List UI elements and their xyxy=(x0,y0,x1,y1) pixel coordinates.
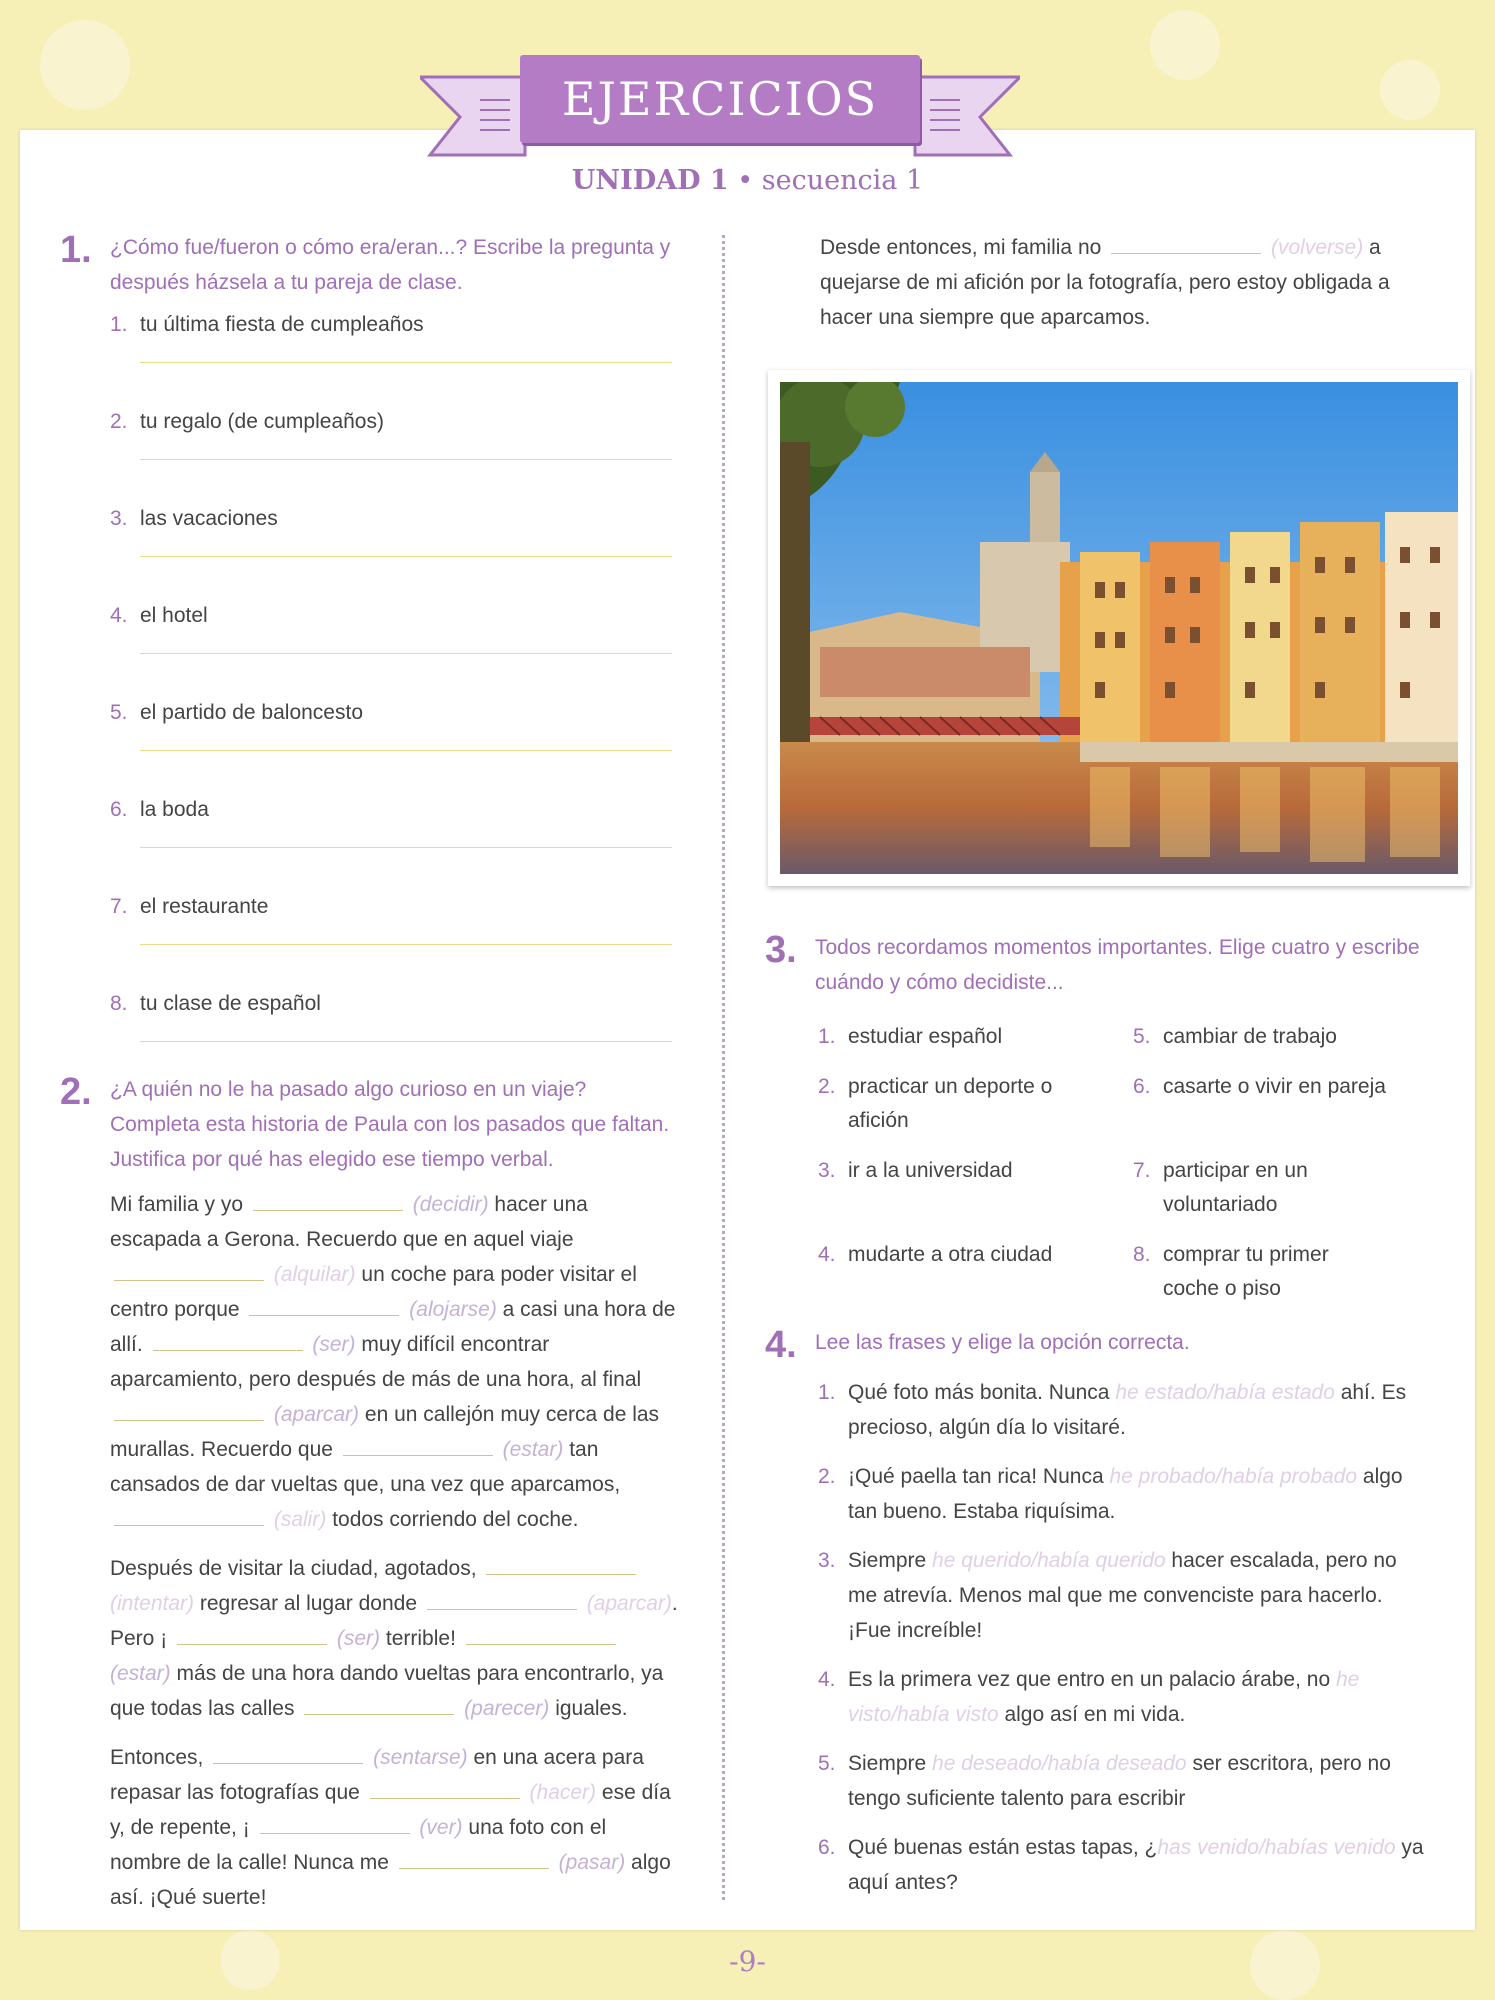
item-text: mudarte a otra ciudad xyxy=(848,1243,1053,1266)
sentence-end: algo tan bueno. Estaba riquísima. xyxy=(848,1465,1403,1523)
exercise-number: 1. xyxy=(60,229,92,271)
item-text: estudiar español xyxy=(848,1025,1003,1048)
option-choice[interactable]: he visto/había visto xyxy=(848,1668,1360,1726)
verb-hint: (parecer) xyxy=(464,1697,550,1720)
item-number: 3. xyxy=(110,507,128,530)
option-choice[interactable]: has venido/habías venido xyxy=(1157,1836,1396,1859)
item-text: el partido de baloncesto xyxy=(140,701,363,724)
item-number: 4. xyxy=(818,1243,836,1266)
story-continuation xyxy=(820,230,1425,335)
verb-hint: (aparcar) xyxy=(273,1403,360,1426)
item-text: casarte o vivir en pareja xyxy=(1163,1075,1386,1098)
answer-line[interactable] xyxy=(140,340,672,363)
story-text-span: un coche para poder visitar el centro porque xyxy=(110,1263,637,1321)
list-item xyxy=(110,989,680,1019)
item-number: 1. xyxy=(110,313,128,336)
verb-hint: (ver) xyxy=(419,1816,463,1839)
item-text: la boda xyxy=(140,798,209,821)
verb-hint: (alquilar) xyxy=(273,1263,356,1286)
answer-line[interactable] xyxy=(140,534,672,557)
item-text: ir a la universidad xyxy=(848,1159,1013,1182)
exercise-instruction: Lee las frases y elige la opción correcta. xyxy=(815,1331,1190,1354)
item-number: 7. xyxy=(110,895,128,918)
exercise-instruction: ¿Cómo fue/fueron o cómo era/eran...? Escribe la pregunta y después házsela a tu pareja de clase. xyxy=(110,236,671,294)
answer-line[interactable] xyxy=(140,631,672,654)
item-number: 5. xyxy=(818,1752,836,1775)
list-item xyxy=(818,1662,1425,1732)
exercise-2-header xyxy=(60,1072,680,1177)
item-number: 5. xyxy=(1133,1025,1151,1048)
story-text-span: en un callejón muy cerca de las murallas. xyxy=(110,1403,660,1461)
list-item xyxy=(818,1020,1133,1054)
item-text: tu última fiesta de cumpleaños xyxy=(140,313,424,336)
answer-line[interactable] xyxy=(140,1019,672,1042)
verb-hint: (ser) xyxy=(312,1333,356,1356)
exercise-4-header xyxy=(765,1325,1425,1365)
list-item xyxy=(1133,1154,1433,1222)
story-text-span: en una acera para repasar las fotografías que xyxy=(110,1746,644,1804)
blank-field[interactable] xyxy=(114,1419,264,1421)
answer-line[interactable] xyxy=(140,728,672,751)
right-column xyxy=(765,230,1425,335)
sentence-end: ser escritora, pero no tengo suficiente talento para escribir xyxy=(848,1752,1391,1810)
list-item xyxy=(818,1070,1133,1138)
exercise-3-items xyxy=(818,1020,1425,1322)
story-text-span: muy difícil encontrar aparcamiento, pero después de más de una hora, al final xyxy=(110,1333,642,1391)
list-item xyxy=(110,310,680,340)
sentence-end: hacer escalada, pero no me atrevía. Menos mal que me convenciste para hacerlo. ¡Fue increíble! xyxy=(848,1549,1397,1642)
sentence-start: Es la primera vez que entro en un palacio árabe, no xyxy=(848,1668,1331,1691)
exercise-1-header xyxy=(60,230,680,300)
blank-field[interactable] xyxy=(260,1832,410,1834)
exercise-instruction: Todos recordamos momentos importantes. Elige cuatro y escribe cuándo y cómo decidiste... xyxy=(815,936,1420,994)
story-text-span: iguales. xyxy=(555,1697,628,1720)
item-number: 6. xyxy=(1133,1075,1151,1098)
item-number: 6. xyxy=(818,1836,836,1859)
exercise-4 xyxy=(765,1325,1425,1914)
item-text: el restaurante xyxy=(140,895,269,918)
list-item xyxy=(818,1746,1425,1816)
story-text-span: a casi una hora de allí. xyxy=(110,1298,676,1356)
item-number: 8. xyxy=(1133,1243,1151,1266)
item-text: tu clase de español xyxy=(140,992,321,1015)
list-item xyxy=(110,698,680,728)
sentence-end: ahí. Es precioso, algún día lo visitaré. xyxy=(848,1381,1407,1439)
sentence-start: ¡Qué paella tan rica! Nunca xyxy=(848,1465,1104,1488)
item-number: 2. xyxy=(818,1075,836,1098)
item-number: 5. xyxy=(110,701,128,724)
list-item xyxy=(110,795,680,825)
story-text-span: más de una hora dando vueltas para encontrarlo, ya que todas las calles xyxy=(110,1662,664,1720)
option-choice[interactable]: he probado/había probado xyxy=(1109,1465,1358,1488)
blank-field[interactable] xyxy=(253,1209,403,1211)
column-divider xyxy=(722,235,725,1900)
blank-field[interactable] xyxy=(343,1454,493,1456)
exercise-number: 4. xyxy=(765,1324,797,1366)
item-text: participar en un voluntariado xyxy=(1163,1159,1308,1216)
list-item xyxy=(110,407,680,437)
girona-river-houses-image xyxy=(780,382,1458,874)
page-number: -9- xyxy=(729,1945,766,1978)
sentence-end: algo así en mi vida. xyxy=(1004,1703,1186,1726)
banner-box xyxy=(520,55,920,143)
verb-hint: (salir) xyxy=(273,1508,327,1531)
verb-hint: (pasar) xyxy=(558,1851,626,1874)
story-text-span: Desde entonces, mi familia no xyxy=(820,236,1102,259)
sentence-start: Qué buenas están estas tapas, ¿ xyxy=(848,1836,1158,1859)
item-text: tu regalo (de cumpleaños) xyxy=(140,410,384,433)
girona-photo xyxy=(768,370,1470,886)
story-text-span: tan cansados de dar vueltas que, una vez que aparcamos, xyxy=(110,1438,621,1496)
blank-field[interactable] xyxy=(427,1608,577,1610)
item-text: las vacaciones xyxy=(140,507,278,530)
background-dot xyxy=(40,20,130,110)
item-text: practicar un deporte o afición xyxy=(848,1075,1053,1132)
list-item xyxy=(818,1543,1425,1648)
exercise-number: 3. xyxy=(765,929,797,971)
answer-line[interactable] xyxy=(140,825,672,848)
list-item xyxy=(1133,1020,1433,1054)
blank-field[interactable] xyxy=(114,1279,264,1281)
option-choice[interactable]: he querido/había querido xyxy=(932,1549,1166,1572)
exercise-3 xyxy=(765,930,1425,1322)
item-number: 1. xyxy=(818,1381,836,1404)
exercise-3-header xyxy=(765,930,1425,1000)
item-text: cambiar de trabajo xyxy=(1163,1025,1337,1048)
verb-hint: (alojarse) xyxy=(409,1298,497,1321)
verb-hint: (aparcar) xyxy=(586,1592,672,1615)
list-item xyxy=(110,601,680,631)
page-title: EJERCICIOS xyxy=(561,72,879,126)
story-text-span: Mi familia y yo xyxy=(110,1193,244,1216)
item-number: 3. xyxy=(818,1159,836,1182)
story-paragraph xyxy=(110,1551,680,1726)
exercise-1-items xyxy=(60,310,680,1042)
option-choice[interactable]: he estado/había estado xyxy=(1115,1381,1335,1404)
blank-field[interactable] xyxy=(486,1573,636,1575)
left-column xyxy=(60,230,680,1929)
story-paragraph xyxy=(110,1187,680,1537)
item-number: 6. xyxy=(110,798,128,821)
list-item xyxy=(818,1459,1425,1529)
verb-hint: (volverse) xyxy=(1271,236,1364,259)
blank-field[interactable] xyxy=(370,1797,520,1799)
item-number: 2. xyxy=(110,410,128,433)
list-item xyxy=(1133,1070,1433,1138)
list-item xyxy=(818,1830,1425,1900)
story-text-span: regresar al lugar donde xyxy=(199,1592,418,1615)
story-text-span: a quejarse de mi afición por la fotografía, pero estoy obligada a hacer una siempre que aparcamos. xyxy=(820,236,1390,329)
exercise-number: 2. xyxy=(60,1071,92,1113)
header-banner xyxy=(420,55,1020,165)
list-item xyxy=(818,1238,1133,1306)
item-number: 2. xyxy=(818,1465,836,1488)
story-text-span: Después de visitar la ciudad, agotados, xyxy=(110,1557,477,1580)
item-number: 4. xyxy=(818,1668,836,1691)
item-number: 4. xyxy=(110,604,128,627)
blank-field[interactable] xyxy=(249,1314,399,1316)
item-text: el hotel xyxy=(140,604,208,627)
story-text-span: hacer una escapada a Gerona. Recuerdo que en aquel viaje xyxy=(110,1193,588,1251)
sentence-start: Qué foto más bonita. Nunca xyxy=(848,1381,1110,1404)
sentence-end: ya aquí antes? xyxy=(848,1836,1424,1894)
answer-line[interactable] xyxy=(140,437,672,460)
item-number: 7. xyxy=(1133,1159,1151,1182)
sentence-start: Siempre xyxy=(848,1549,927,1572)
story-text-span: algo así. ¡Qué suerte! xyxy=(110,1851,671,1909)
item-number: 3. xyxy=(818,1549,836,1572)
blank-field[interactable] xyxy=(177,1643,327,1645)
list-item xyxy=(110,892,680,922)
story-text-span: terrible! xyxy=(385,1627,456,1650)
verb-hint: (intentar) xyxy=(110,1592,195,1615)
unit-label: UNIDAD 1 xyxy=(571,165,729,196)
sequence-label: secuencia 1 xyxy=(761,165,924,196)
verb-hint: (estar) xyxy=(502,1438,564,1461)
item-number: 1. xyxy=(818,1025,836,1048)
list-item xyxy=(1133,1238,1433,1306)
blank-field[interactable] xyxy=(114,1524,264,1526)
blank-field[interactable] xyxy=(213,1762,363,1764)
verb-hint: (ser) xyxy=(336,1627,381,1650)
story-text-span: todos corriendo del coche. xyxy=(332,1508,579,1531)
background-dot xyxy=(1380,60,1440,120)
option-choice[interactable]: he deseado/había deseado xyxy=(932,1752,1187,1775)
blank-field[interactable] xyxy=(466,1643,616,1645)
blank-field[interactable] xyxy=(399,1867,549,1869)
answer-line[interactable] xyxy=(140,922,672,945)
verb-hint: (hacer) xyxy=(529,1781,597,1804)
list-item xyxy=(818,1375,1425,1445)
story-text xyxy=(110,1187,680,1915)
blank-field[interactable] xyxy=(153,1349,303,1351)
verb-hint: (decidir) xyxy=(412,1193,489,1216)
blank-field[interactable] xyxy=(1111,252,1261,254)
item-text: comprar tu primer coche o piso xyxy=(1163,1243,1329,1300)
blank-field[interactable] xyxy=(304,1713,454,1715)
list-item xyxy=(818,1154,1133,1222)
verb-hint: (estar) xyxy=(110,1662,171,1685)
story-text-span: Entonces, xyxy=(110,1746,204,1769)
exercise-instruction: ¿A quién no le ha pasado algo curioso en un viaje? Completa esta historia de Paula con los pasados que faltan. Justifica por qué has elegido ese tiempo verbal. xyxy=(110,1078,670,1171)
list-item xyxy=(110,504,680,534)
story-text-span: ese día y, de repente, ¡ xyxy=(110,1781,671,1839)
sentence-start: Siempre xyxy=(848,1752,927,1775)
story-text-span: una foto con el nombre de la calle! Nunca me xyxy=(110,1816,607,1874)
item-number: 8. xyxy=(110,992,128,1015)
background-dot xyxy=(1150,10,1220,80)
story-text-span: Recuerdo que xyxy=(201,1438,333,1461)
verb-hint: (sentarse) xyxy=(373,1746,468,1769)
story-text-span: . Pero ¡ xyxy=(110,1592,678,1650)
unit-subtitle: UNIDAD 1 • secuencia 1 xyxy=(571,165,924,196)
story-paragraph xyxy=(110,1740,680,1915)
